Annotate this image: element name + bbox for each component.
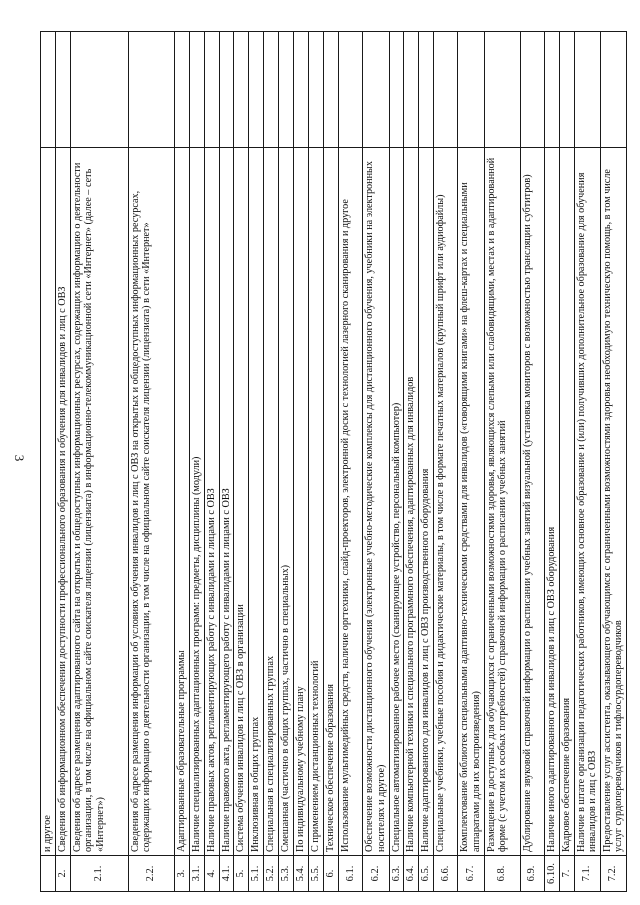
row-description: Кадровое обеспечение образования [559,148,574,856]
table-row [520,32,544,892]
row-value-cell [324,32,339,148]
row-value-cell [309,32,324,148]
table-row [309,32,324,892]
row-description: Дублирование звуковой справочной информации о расписании учебных занятий визуальной (установка мониторов с возможностью трансляции субтитров) [520,148,544,856]
row-description: Наличие специализированных адаптационных программ: предметы, дисциплины (модули) [189,148,204,856]
row-description: Обеспечение возможности дистанционного обучения (электронные учебно-методические комплексы для дистанционного обучения, учебники на электронных носителях и другое) [363,148,389,856]
row-number: 6.1. [339,856,363,892]
row-value-cell [434,32,458,148]
page-number: 3 [12,454,27,462]
row-value-cell [249,32,264,148]
row-value-cell [41,32,56,148]
row-description: Сведения об адресе размещения информации об условиях обучения инвалидов и лиц с ОВЗ на открытых и общедоступных информационных ресурсах, содержащих информацию о деятельности организации, в том числе на официальном сайте соискателя лицензии (лицензиата) в сети «Интернет» [128,148,174,856]
table-row [189,32,204,892]
table-row [70,32,128,892]
row-value-cell [363,32,389,148]
row-value-cell [174,32,189,148]
row-description: Сведения об адресе размещения адаптированного сайта на открытых и общедоступных информационных ресурсах, содержащих информацию о деятельности организации, в том числе на официальном сайте соискателя лицензии (лицензиата) в информационно-телекоммуникационной сети «Интернет» (далее – сеть «Интернет») [70,148,128,856]
row-number: 5.5. [309,856,324,892]
table-row [404,32,419,892]
row-description: Техническое обеспечение образования [324,148,339,856]
row-description: Специальные учебники, учебные пособия и дидактические материалы, в том числе в формате печатных материалов (крупный шрифт или аудиофайлы) [434,148,458,856]
row-description: По индивидуальному учебному плану [294,148,309,856]
row-number: 6.8. [484,856,520,892]
row-number: 6.3. [389,856,404,892]
table-row [204,32,219,892]
row-description: Наличие правовых актов, регламентирующих работу с инвалидами и лицами с ОВЗ [204,148,219,856]
row-description: Сведения об информационном обеспечении доступности профессионального образования и обучения для инвалидов и лиц с ОВЗ [55,148,70,856]
row-description: Предоставление услуг ассистента, оказывающего обучающимся с ограниченными возможностями здоровья необходимую техническую помощь, в том числе услуг сурдопереводчиков и тифлосурдопереводчиков [600,148,626,856]
row-number: 2.1. [70,856,128,892]
row-description: Наличие иного адаптированного для инвалидов и лиц с ОВЗ оборудования [544,148,559,856]
row-number: 5.2. [264,856,279,892]
row-description: Наличие правового акта, регламентирующего работу с инвалидами и лицами с ОВЗ [219,148,234,856]
row-number: 7.1. [574,856,600,892]
table-row [55,32,70,892]
row-description: Инклюзивная в общих группах [249,148,264,856]
row-number: 4.1. [219,856,234,892]
row-value-cell [204,32,219,148]
row-number: 5.3. [279,856,294,892]
row-number: 6. [324,856,339,892]
table-row [544,32,559,892]
row-number: 6.4. [404,856,419,892]
row-number: 6.6. [434,856,458,892]
row-value-cell [70,32,128,148]
row-value-cell [234,32,249,148]
table-row [249,32,264,892]
row-value-cell [600,32,626,148]
row-value-cell [279,32,294,148]
row-value-cell [339,32,363,148]
table-row [234,32,249,892]
table-row [294,32,309,892]
row-number: 2. [55,856,70,892]
row-value-cell [520,32,544,148]
row-number [41,856,56,892]
row-value-cell [574,32,600,148]
row-number: 6.7. [458,856,484,892]
row-number: 5.4. [294,856,309,892]
row-description: Смешанная (частично в общих группах, частично в специальных) [279,148,294,856]
row-value-cell [55,32,70,148]
row-description: Использование мультимедийных средств, наличие оргтехники, слайд-проекторов, электронной доски с технологией лазерного сканирования и другое [339,148,363,856]
table-row [389,32,404,892]
table-row [339,32,363,892]
row-number: 5. [234,856,249,892]
row-description: Специальная в специализированных группах [264,148,279,856]
row-value-cell [404,32,419,148]
row-number: 3. [174,856,189,892]
row-value-cell [189,32,204,148]
row-value-cell [264,32,279,148]
row-description: С применением дистанционных технологий [309,148,324,856]
row-value-cell [458,32,484,148]
row-number: 2.2. [128,856,174,892]
requirements-table-body [41,32,627,892]
row-number: 6.10. [544,856,559,892]
row-value-cell [544,32,559,148]
table-row [559,32,574,892]
row-number: 7. [559,856,574,892]
row-description: и другое [41,148,56,856]
row-value-cell [128,32,174,148]
row-description: Система обучения инвалидов и лиц с ОВЗ в организации [234,148,249,856]
row-value-cell [484,32,520,148]
row-description: Наличие в штате организации педагогических работников, имеющих основное образование и (или) получивших дополнительное образование для обучения инвалидов и лиц с ОВЗ [574,148,600,856]
table-row [324,32,339,892]
table-row [363,32,389,892]
row-number: 6.2. [363,856,389,892]
row-value-cell [219,32,234,148]
row-value-cell [389,32,404,148]
requirements-table [40,31,627,892]
row-number: 5.1. [249,856,264,892]
table-row [419,32,434,892]
row-number: 6.5. [419,856,434,892]
rotated-page-content [40,32,625,892]
table-row [600,32,626,892]
table-row [458,32,484,892]
table-row [219,32,234,892]
table-row [484,32,520,892]
row-description: Специальное автоматизированное рабочее место (сканирующее устройство, персональный компьютер) [389,148,404,856]
row-value-cell [419,32,434,148]
table-row [574,32,600,892]
row-number: 6.9. [520,856,544,892]
row-value-cell [559,32,574,148]
row-description: Комплектование библиотек специальными адаптивно-техническими средствами для инвалидов («говорящими книгами» на флеш-картах и специальными аппаратами для их воспроизведения) [458,148,484,856]
table-row [434,32,458,892]
table-row [174,32,189,892]
row-description: Наличие адаптированного для инвалидов и лиц с ОВЗ производственного оборудования [419,148,434,856]
row-number: 7.2. [600,856,626,892]
row-description: Адаптированные образовательные программы [174,148,189,856]
table-row [128,32,174,892]
row-number: 3.1. [189,856,204,892]
table-row [41,32,56,892]
table-row [279,32,294,892]
row-number: 4. [204,856,219,892]
row-value-cell [294,32,309,148]
row-description: Размещение в доступных для обучающихся с ограниченными возможностями здоровья, являющихся слепыми или слабовидящими, местах и в адаптированной форме (с учетом их особых потребностей) справочной информации о расписании учебных занятий [484,148,520,856]
table-row [264,32,279,892]
row-description: Наличие компьютерной техники и специального программного обеспечения, адаптированных для инвалидов [404,148,419,856]
